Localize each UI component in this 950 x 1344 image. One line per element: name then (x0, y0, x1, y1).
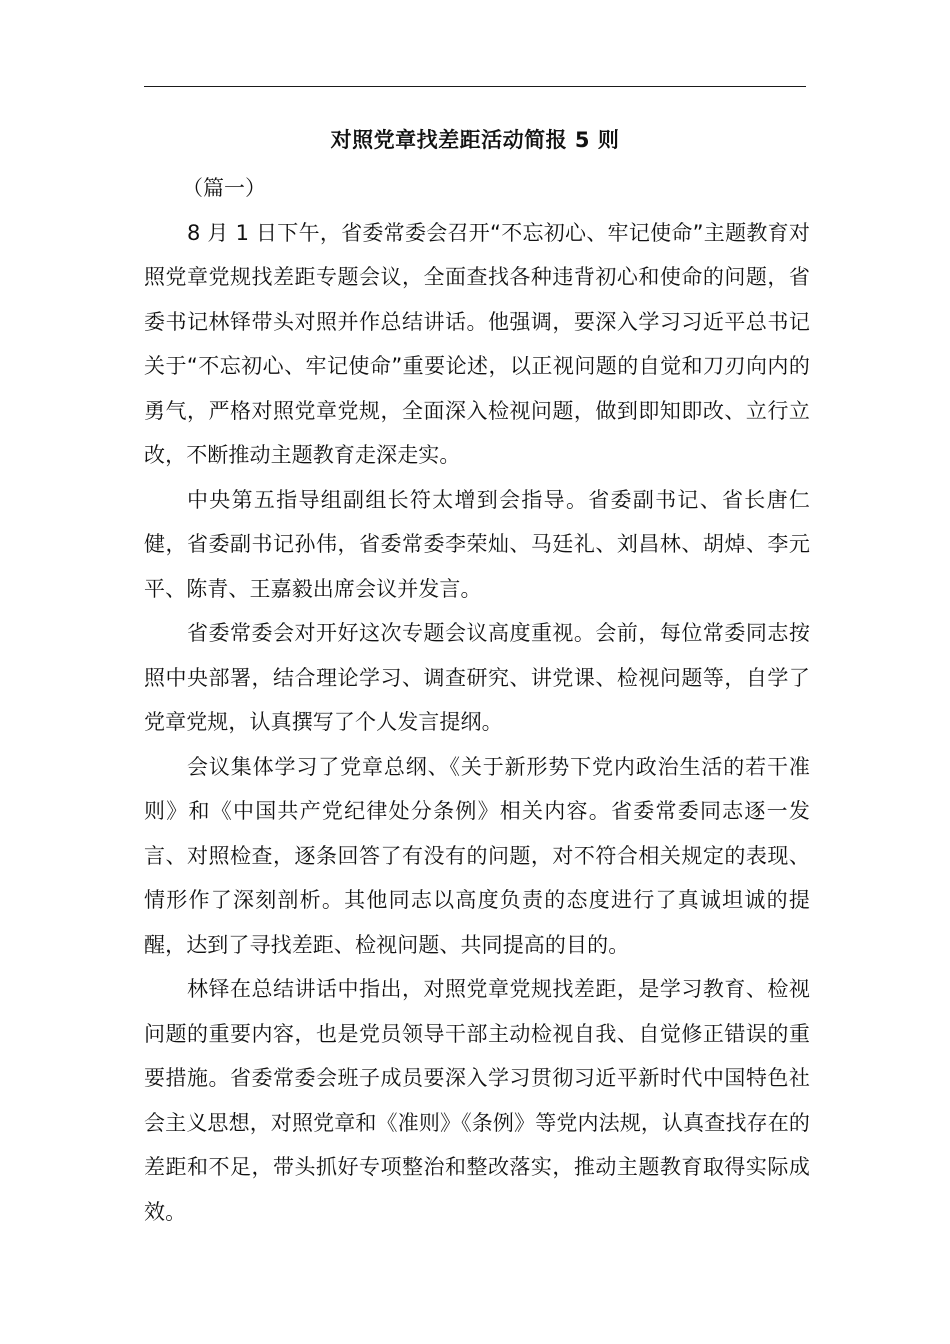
paragraph-2: 中央第五指导组副组长符太增到会指导。省委副书记、省长唐仁健，省委副书记孙伟，省委常委李荣灿、马廷礼、刘昌林、胡焯、李元平、陈青、王嘉毅出席会议并发言。 (144, 487, 810, 601)
header-rule (144, 86, 806, 87)
document-body (144, 166, 810, 1234)
document-title: 对照党章找差距活动简报 5 则 (330, 128, 620, 152)
section-label: （篇一） (182, 176, 266, 200)
paragraph-4: 会议集体学习了党章总纲、《关于新形势下党内政治生活的若干准则》和《中国共产党纪律处分条例》相关内容。省委常委同志逐一发言、对照检查，逐条回答了有没有的问题，对不符合相关规定的表现、情形作了深刻剖析。其他同志以高度负责的态度进行了真诚坦诚的提醒，达到了寻找差距、检视问题、共同提高的目的。 (144, 754, 810, 957)
paragraph-1: 8 月 1 日下午，省委常委会召开“不忘初心、牢记使命”主题教育对照党章党规找差距专题会议，全面查找各种违背初心和使命的问题，省委书记林铎带头对照并作总结讲话。他强调，要深入学习习近平总书记关于“不忘初心、牢记使命”重要论述，以正视问题的自觉和刀刃向内的勇气，严格对照党章党规，全面深入检视问题，做到即知即改、立行立改，不断推动主题教育走深走实。 (144, 220, 810, 467)
paragraph-3: 省委常委会对开好这次专题会议高度重视。会前，每位常委同志按照中央部署，结合理论学习、调查研究、讲党课、检视问题等，自学了党章党规，认真撰写了个人发言提纲。 (144, 621, 810, 734)
paragraph-5: 林铎在总结讲话中指出，对照党章党规找差距，是学习教育、检视问题的重要内容，也是党员领导干部主动检视自我、自觉修正错误的重要措施。省委常委会班子成员要深入学习贯彻习近平新时代中国特色社会主义思想，对照党章和《准则》《条例》等党内法规，认真查找存在的差距和不足，带头抓好专项整治和整改落实，推动主题教育取得实际成效。 (144, 977, 810, 1224)
